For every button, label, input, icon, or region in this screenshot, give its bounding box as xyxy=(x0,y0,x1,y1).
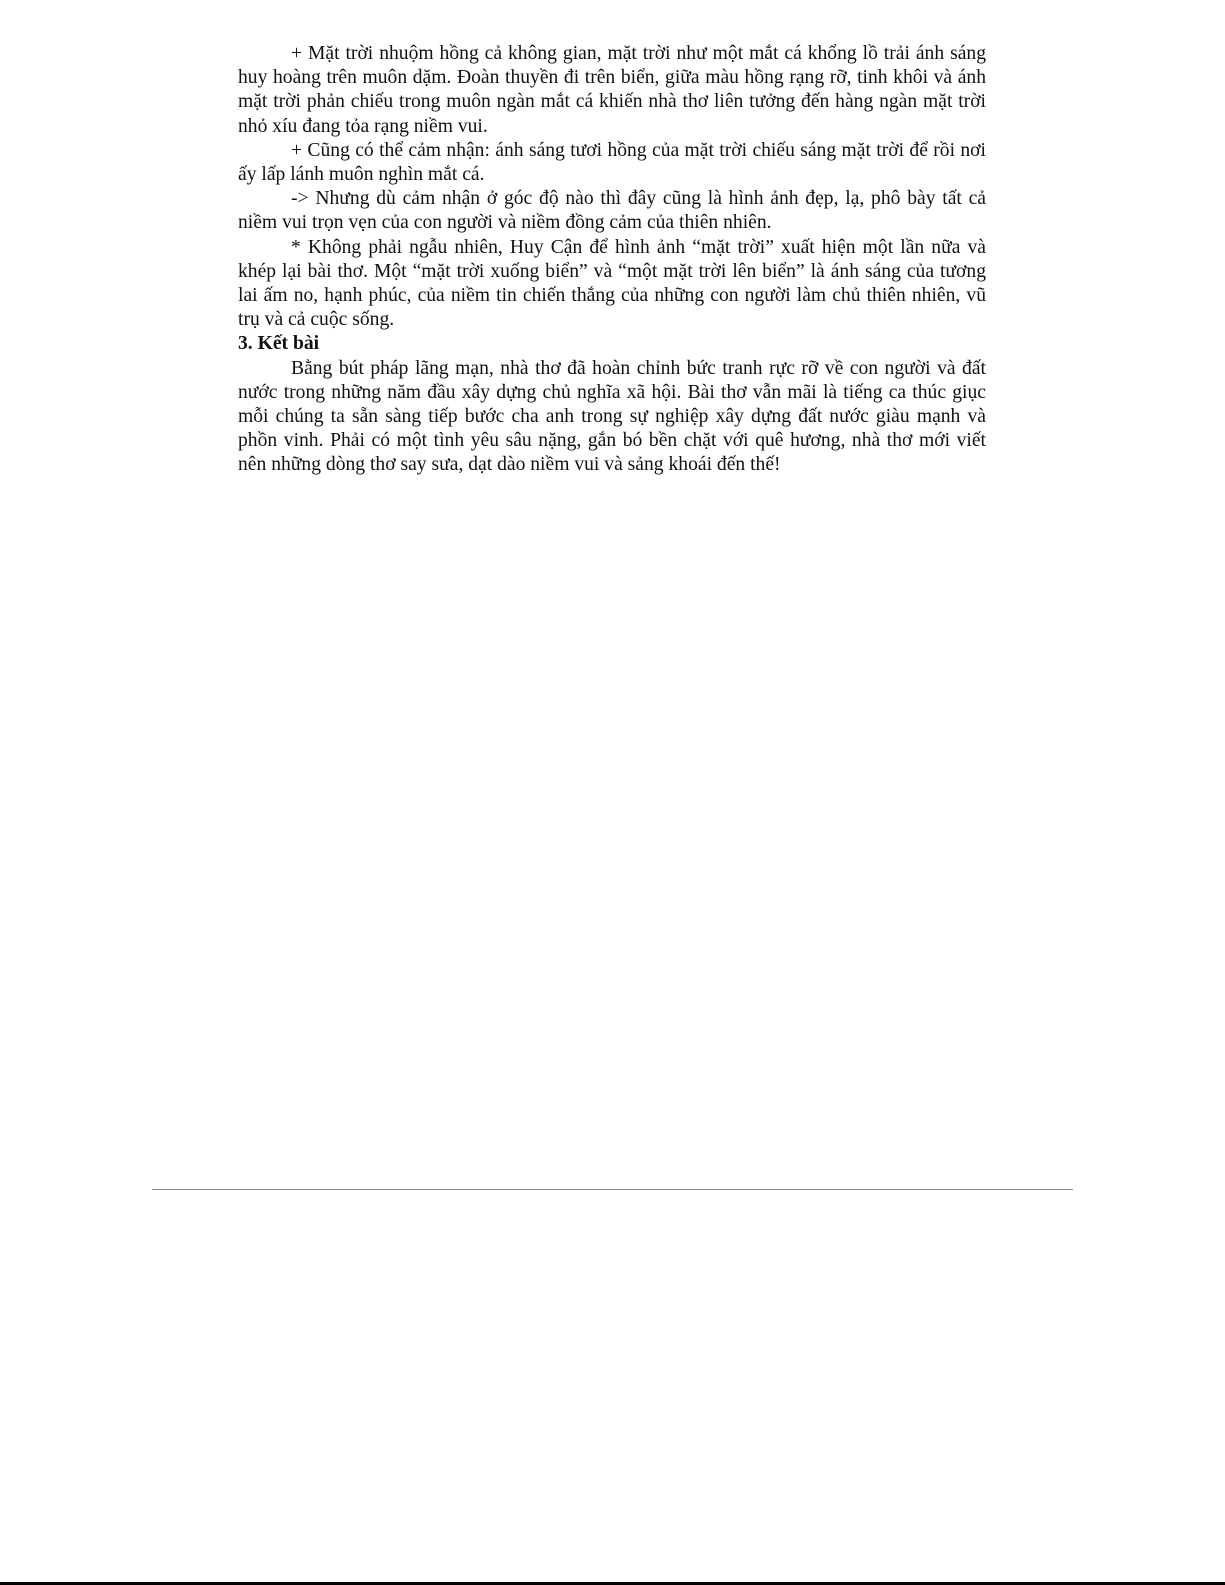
paragraph-beautiful-image: -> Nhưng dù cảm nhận ở góc độ nào thì đây cũng là hình ảnh đẹp, lạ, phô bày tất cả niềm vui trọn vẹn của con người và niềm đồng cảm của thiên nhiên. xyxy=(238,188,986,234)
footer-divider xyxy=(152,1189,1073,1190)
paragraph-conclusion: Bằng bút pháp lãng mạn, nhà thơ đã hoàn chỉnh bức tranh rực rỡ về con người và đất nước trong những năm đầu xây dựng chủ nghĩa xã hội. Bài thơ vẫn mãi là tiếng ca thúc giục mỗi chúng ta sẵn sàng tiếp bước cha anh trong sự nghiệp xây dựng đất nước giàu mạnh và phồn vinh. Phải có một tình yêu sâu nặng, gắn bó bền chặt với quê hương, nhà thơ mới viết nên những dòng thơ say sưa, dạt dào niềm vui và sảng khoái đến thế! xyxy=(238,357,986,476)
paragraph-alternative-reading: + Cũng có thể cảm nhận: ánh sáng tươi hồng của mặt trời chiếu sáng mặt trời để rồi nơi ấy lấp lánh muôn nghìn mắt cá. xyxy=(238,139,986,186)
paragraph-two-suns: * Không phải ngẫu nhiên, Huy Cận để hình ảnh “mặt trời” xuất hiện một lần nữa và khép lại bài thơ. Một “mặt trời xuống biển” và “một mặt trời lên biển” là ánh sáng của tương lai ấm no, hạnh phúc, của niềm tin chiến thắng của những con người làm chủ thiên nhiên, vũ trụ và cả cuộc sống. xyxy=(238,236,986,331)
section-heading-conclusion: 3. Kết bài xyxy=(238,333,320,355)
paragraph-sun-pink-sky: + Mặt trời nhuộm hồng cả không gian, mặt trời như một mắt cá khổng lồ trải ánh sáng huy hoàng trên muôn dặm. Đoàn thuyền đi trên biển, giữa màu hồng rạng rỡ, tinh khôi và ánh mặt trời phản chiếu trong muôn ngàn mắt cá khiến nhà thơ liên tưởng đến hàng ngàn mặt trời nhỏ xíu đang tỏa rạng niềm vui. xyxy=(238,43,986,137)
document-body xyxy=(238,42,986,478)
